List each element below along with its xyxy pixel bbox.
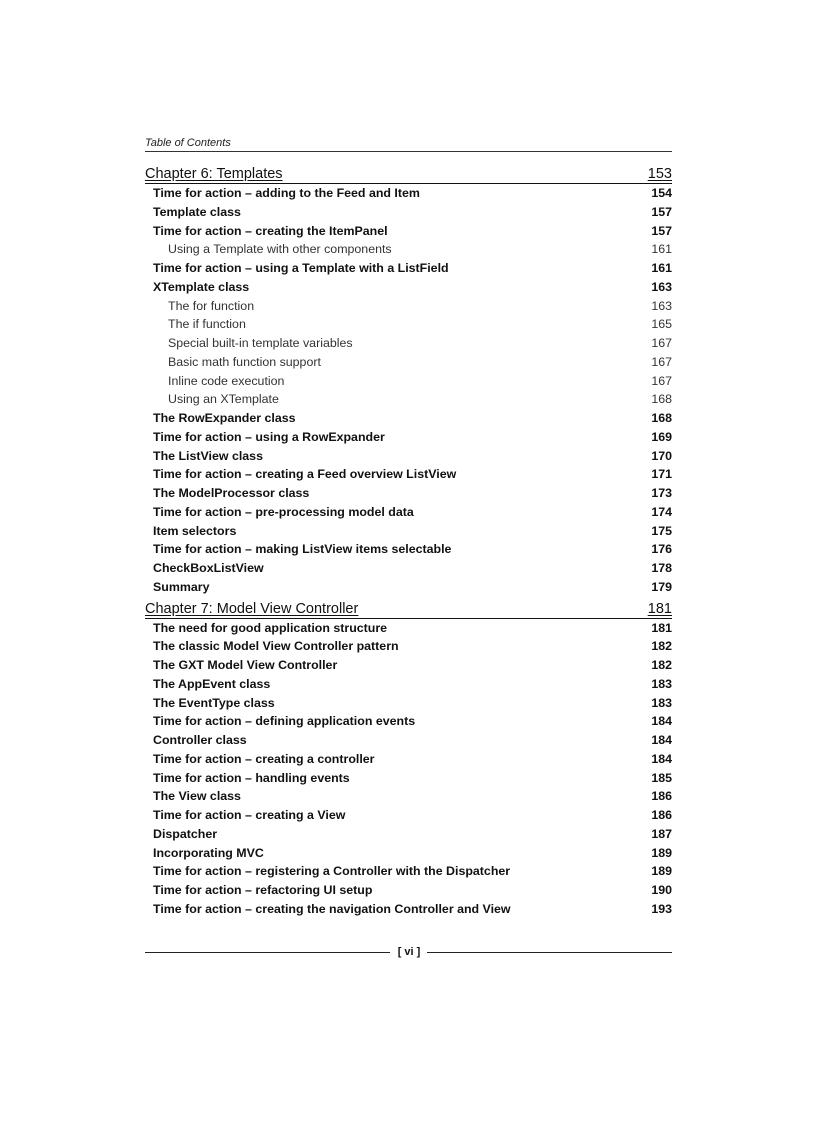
toc-entry[interactable]	[145, 278, 672, 297]
toc-entry[interactable]	[145, 675, 672, 694]
toc-entry-title: The View class	[153, 789, 241, 804]
toc-entry-title: Time for action – creating the navigation Controller and View	[153, 901, 511, 916]
toc-entry-title: Time for action – handling events	[153, 770, 350, 785]
toc-entry-title: Dispatcher	[153, 826, 218, 841]
toc-entry-title: CheckBoxListView	[153, 561, 264, 575]
toc-entry-title: Item selectors	[153, 523, 237, 538]
toc-entry-title: Time for action – making ListView items selectable	[153, 542, 452, 557]
footer-rule-left	[145, 952, 390, 953]
toc-entry-page: 187	[651, 826, 672, 841]
toc-entry-page: 168	[651, 392, 672, 407]
toc-entry-page: 179	[651, 579, 672, 594]
toc-entry[interactable]	[145, 637, 672, 656]
toc-entry[interactable]	[145, 522, 672, 541]
toc-entry[interactable]	[145, 428, 672, 447]
toc-entry-page: 161	[651, 242, 672, 257]
toc-entry-title: The if function	[168, 317, 246, 332]
toc-entry-title: Time for action – creating a View	[153, 808, 346, 822]
chapter-page: 181	[647, 600, 672, 617]
toc-entry[interactable]	[145, 559, 672, 578]
toc-entry-page: 161	[651, 261, 672, 275]
toc-entry[interactable]	[145, 731, 672, 750]
toc-entry-title: Time for action – adding to the Feed and Item	[153, 186, 420, 200]
toc-entry[interactable]	[145, 769, 672, 788]
toc-entry-title: XTemplate class	[153, 279, 250, 294]
toc-entry-title: Template class	[153, 204, 241, 219]
chapter-heading[interactable]	[145, 599, 672, 619]
toc-entry-page: 184	[651, 751, 672, 766]
toc-entry-title: Time for action – using a Template with a ListField	[153, 261, 449, 275]
chapter-page: 153	[647, 166, 672, 182]
toc-entry[interactable]	[145, 712, 672, 731]
toc-entry-page: 186	[651, 808, 672, 822]
toc-entry[interactable]	[145, 540, 672, 559]
toc-entry-page: 157	[651, 223, 672, 238]
toc-entry[interactable]	[145, 619, 672, 638]
toc-entry-title: Time for action – registering a Controller with the Dispatcher	[153, 864, 511, 879]
toc-entry-page: 183	[651, 676, 672, 691]
toc-entry[interactable]	[145, 503, 672, 522]
toc-entry-page: 182	[651, 658, 672, 672]
toc-entry-page: 163	[651, 298, 672, 313]
toc-entry[interactable]	[145, 203, 672, 222]
toc-entry-title: The GXT Model View Controller	[153, 658, 338, 672]
table-of-contents	[145, 164, 672, 919]
toc-entry-title: Summary	[153, 579, 210, 594]
toc-entry-title: The for function	[168, 298, 255, 313]
toc-entry[interactable]	[145, 465, 672, 484]
toc-entry[interactable]	[145, 806, 672, 825]
toc-entry[interactable]	[145, 353, 672, 372]
toc-entry-title: Inline code execution	[168, 373, 285, 388]
toc-entry-page: 186	[651, 789, 672, 804]
toc-entry-page: 171	[651, 467, 672, 482]
toc-entry[interactable]	[145, 881, 672, 900]
toc-entry[interactable]	[145, 484, 672, 503]
toc-entry-page: 189	[651, 864, 672, 879]
toc-entry-title: Using an XTemplate	[168, 392, 279, 407]
toc-entry-title: The classic Model View Controller pattern	[153, 639, 399, 654]
toc-entry-page: 154	[651, 186, 672, 200]
toc-entry-title: Time for action – using a RowExpander	[153, 429, 385, 444]
toc-entry[interactable]	[145, 184, 672, 203]
toc-entry-title: The RowExpander class	[153, 411, 296, 425]
toc-entry[interactable]	[145, 825, 672, 844]
toc-entry-page: 175	[651, 523, 672, 538]
toc-entry-page: 181	[651, 620, 672, 635]
toc-entry-page: 185	[651, 770, 672, 785]
toc-entry-page: 190	[651, 883, 672, 897]
toc-entry-page: 165	[651, 317, 672, 332]
running-head: Table of Contents	[145, 137, 672, 152]
footer-rule-right	[427, 952, 672, 953]
chapter-title: Chapter 6: Templates	[145, 166, 283, 182]
toc-entry-page: 168	[651, 411, 672, 425]
toc-entry-title: Time for action – creating a controller	[153, 751, 375, 766]
chapter-entries	[145, 184, 672, 597]
toc-entry-page: 184	[651, 733, 672, 747]
toc-entry-title: The EventType class	[153, 695, 275, 710]
toc-entry[interactable]	[145, 297, 672, 316]
toc-entry-page: 157	[651, 204, 672, 219]
toc-entry-title: Time for action – refactoring UI setup	[153, 883, 373, 897]
toc-entry[interactable]	[145, 694, 672, 713]
toc-entry[interactable]	[145, 656, 672, 675]
toc-entry[interactable]	[145, 222, 672, 241]
toc-entry-page: 169	[651, 429, 672, 444]
toc-entry[interactable]	[145, 372, 672, 391]
toc-entry-page: 167	[651, 373, 672, 388]
toc-entry[interactable]	[145, 390, 672, 409]
toc-entry-title: Basic math function support	[168, 354, 321, 369]
toc-entry-page: 193	[651, 901, 672, 916]
toc-entry[interactable]	[145, 844, 672, 863]
toc-entry[interactable]	[145, 315, 672, 334]
toc-entry-title: Controller class	[153, 733, 247, 747]
toc-entry-page: 189	[651, 845, 672, 860]
toc-entry-page: 182	[651, 639, 672, 654]
toc-entry-page: 170	[651, 448, 672, 463]
toc-entry[interactable]	[145, 334, 672, 353]
toc-entry[interactable]	[145, 900, 672, 919]
toc-entry[interactable]	[145, 578, 672, 597]
toc-entry-title: Time for action – defining application events	[153, 714, 416, 729]
toc-entry-title: Time for action – creating a Feed overview ListView	[153, 467, 457, 482]
toc-entry[interactable]	[145, 787, 672, 806]
toc-entry-page: 176	[651, 542, 672, 557]
chapter-title: Chapter 7: Model View Controller	[145, 600, 359, 617]
chapter-heading[interactable]	[145, 164, 672, 184]
toc-entry-title: The ListView class	[153, 448, 263, 463]
toc-entry-title: Using a Template with other components	[168, 242, 392, 257]
toc-entry-title: Special built-in template variables	[168, 336, 353, 350]
toc-entry-title: Incorporating MVC	[153, 845, 264, 860]
toc-entry-page: 163	[651, 279, 672, 294]
toc-entry[interactable]	[145, 240, 672, 259]
toc-entry-page: 173	[651, 486, 672, 500]
toc-entry-page: 184	[651, 714, 672, 729]
toc-entry-page: 183	[651, 695, 672, 710]
page-number: [ vi ]	[397, 946, 421, 958]
toc-entry[interactable]	[145, 409, 672, 428]
toc-entry[interactable]	[145, 750, 672, 769]
toc-entry-title: The AppEvent class	[153, 676, 271, 691]
toc-entry-page: 167	[651, 336, 672, 350]
toc-entry[interactable]	[145, 862, 672, 881]
chapter-entries	[145, 619, 672, 919]
page-footer	[145, 944, 672, 960]
toc-entry-title: Time for action – creating the ItemPanel	[153, 223, 388, 238]
toc-entry-page: 174	[651, 504, 672, 519]
toc-entry-title: Time for action – pre-processing model data	[153, 504, 414, 519]
toc-entry[interactable]	[145, 259, 672, 278]
toc-entry-title: The ModelProcessor class	[153, 486, 310, 500]
toc-entry-page: 178	[651, 561, 672, 575]
toc-entry-title: The need for good application structure	[153, 620, 388, 635]
toc-entry-page: 167	[651, 354, 672, 369]
toc-entry[interactable]	[145, 447, 672, 466]
